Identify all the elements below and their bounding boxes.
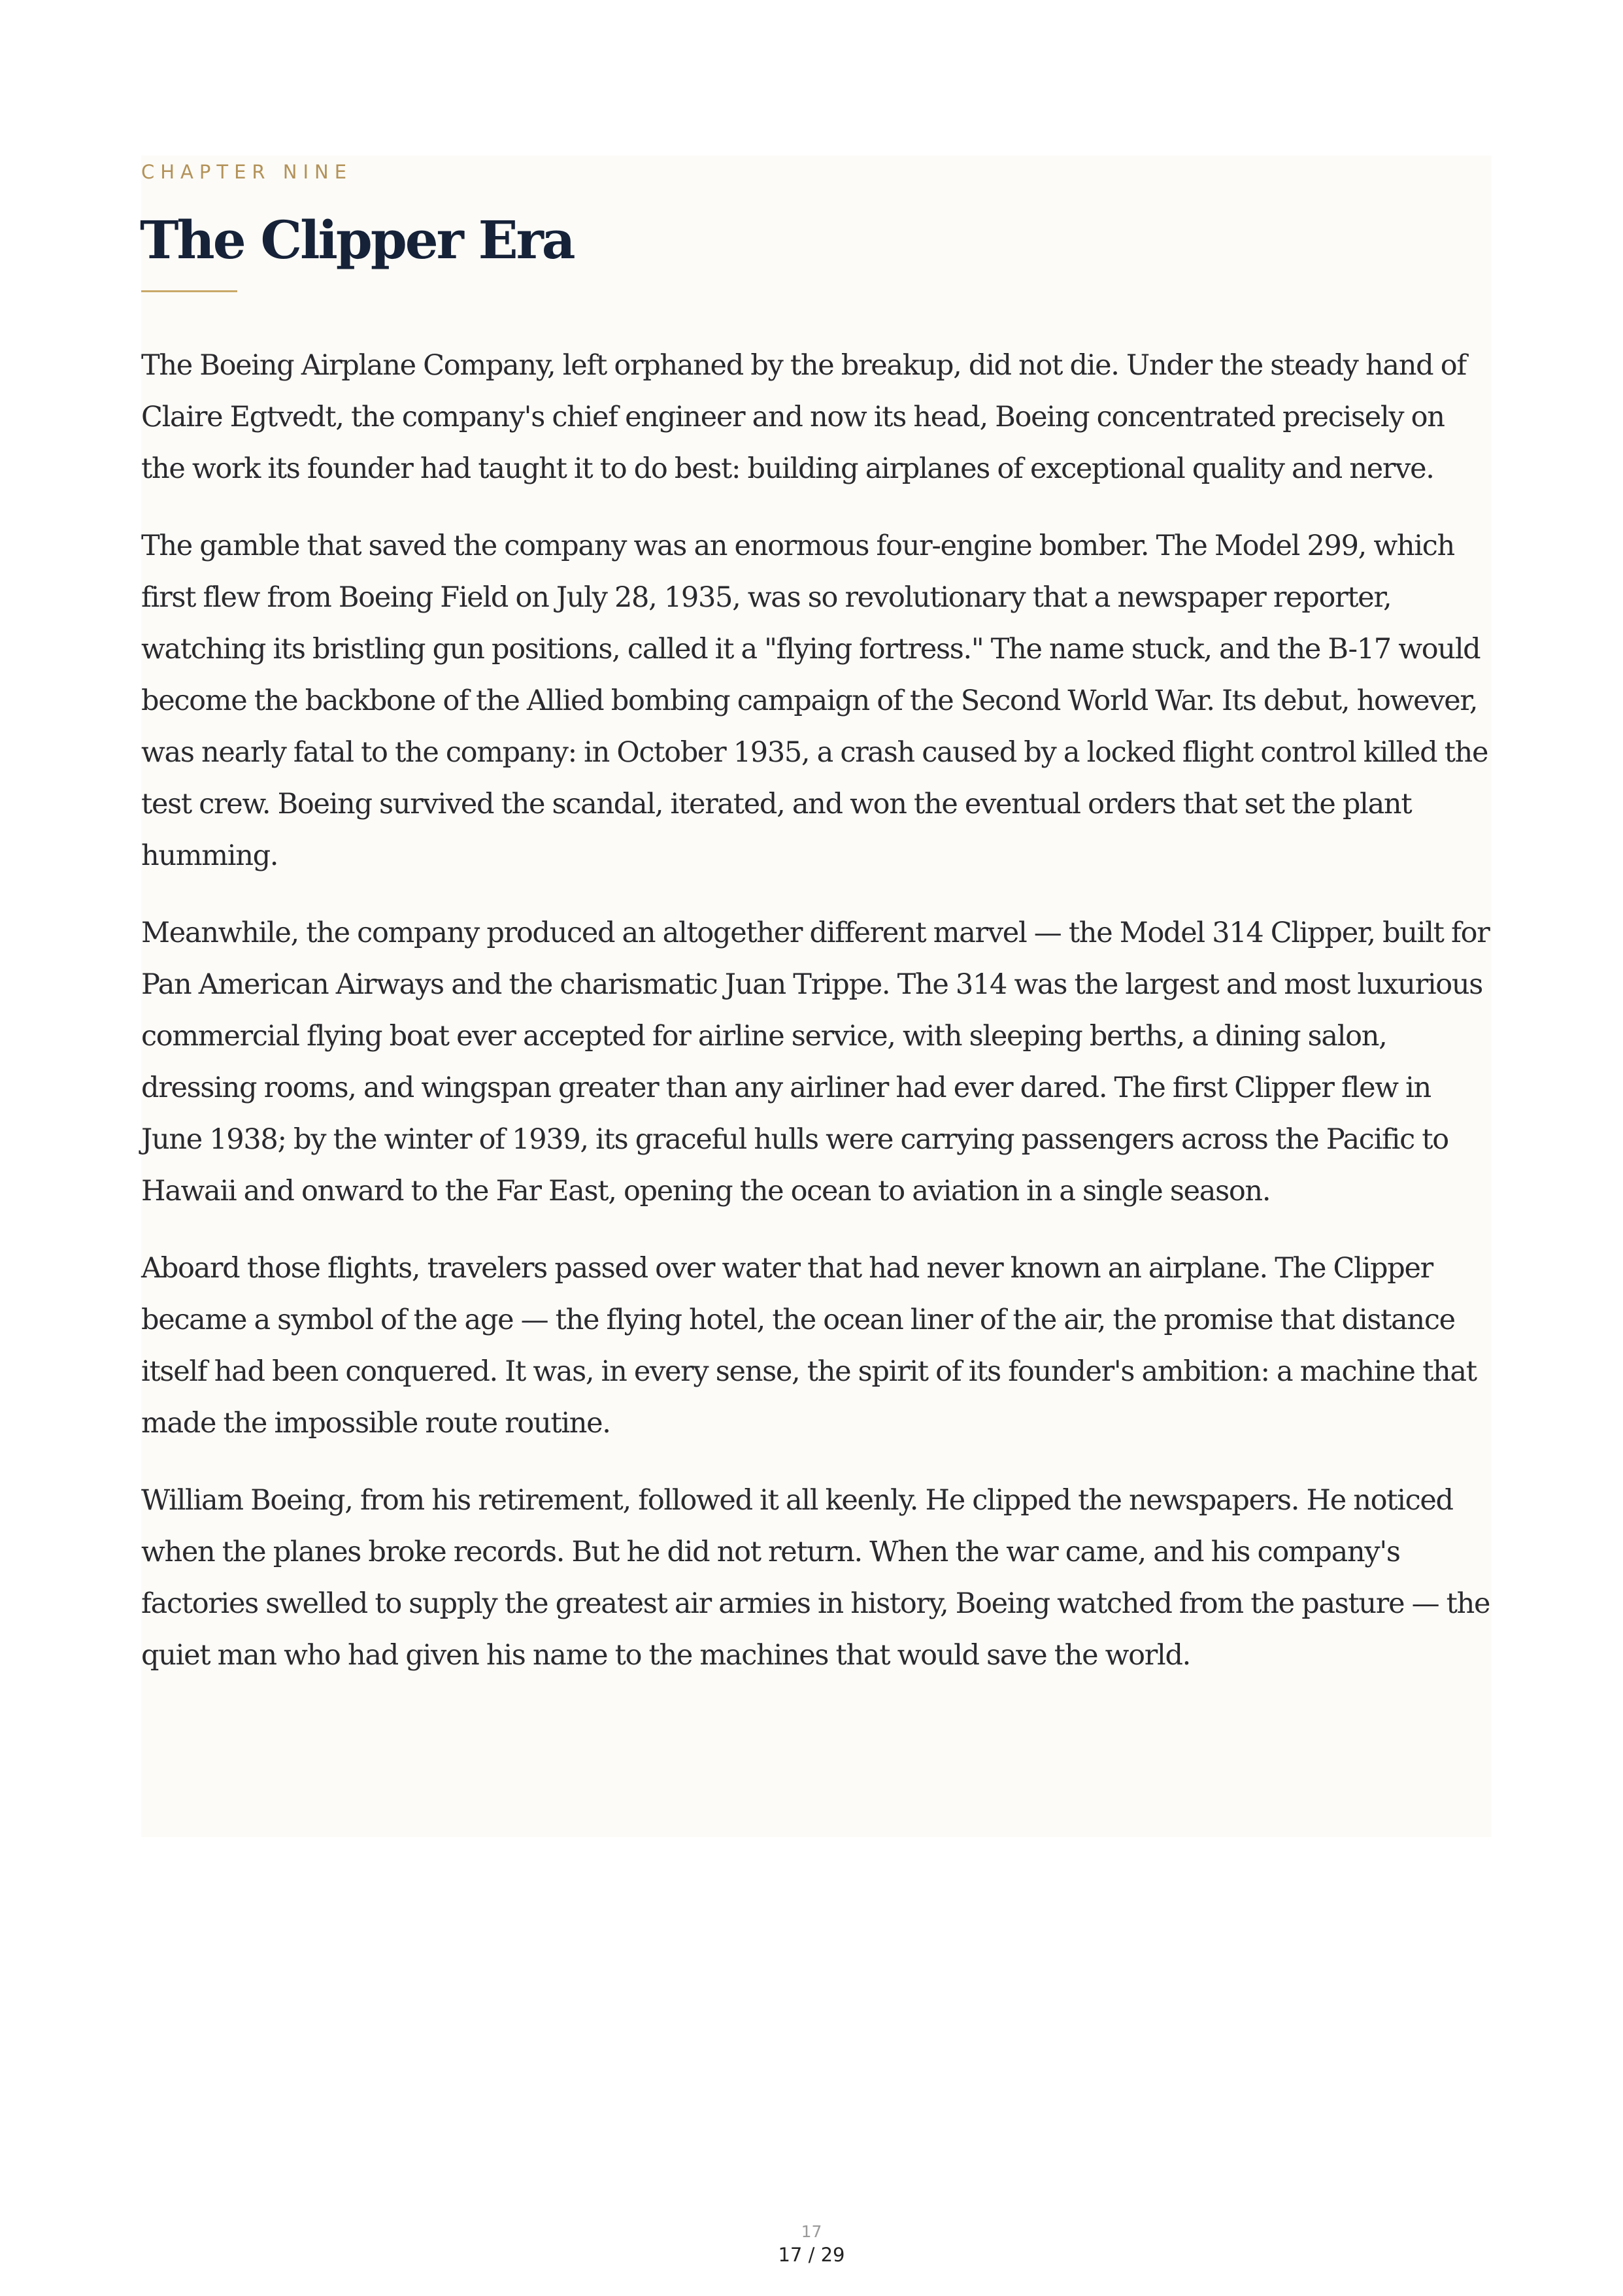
- title-divider: [141, 290, 237, 292]
- page-count-indicator: 17 / 29: [778, 2244, 845, 2266]
- chapter-title: The Clipper Era: [140, 209, 574, 271]
- page-number: 17: [801, 2222, 822, 2241]
- chapter-label: CHAPTER NINE: [141, 161, 353, 183]
- body-paragraph: William Boeing, from his retirement, followed it all keenly. He clipped the newspapers. He noticed when the planes broke records. But he did not return. When the war came, and his company's factories swelled to supply the greatest air armies in history, Boeing watched from the pasture — the quiet man who had given his name to the machines that would save the world.: [141, 1484, 1490, 1672]
- chapter-body: [141, 340, 1492, 1707]
- body-paragraph: Meanwhile, the company produced an altogether different marvel — the Model 314 Clipper, built for Pan American Airways and the charismatic Juan Trippe. The 314 was the largest and most luxurious commercial flying boat ever accepted for airline service, with sleeping berths, a dining salon, dressing rooms, and wingspan greater than any airliner had ever dared. The first Clipper flew in June 1938; by the winter of 1939, its graceful hulls were carrying passengers across the Pacific to Hawaii and onward to the Far East, opening the ocean to aviation in a single season.: [141, 917, 1490, 1207]
- body-paragraph: The Boeing Airplane Company, left orphaned by the breakup, did not die. Under the steady hand of Claire Egtvedt, the company's chief engineer and now its head, Boeing concentrated precisely on the work its founder had taught it to do best: building airplanes of exceptional quality and nerve.: [141, 349, 1466, 485]
- body-paragraph: The gamble that saved the company was an enormous four-engine bomber. The Model 299, which first flew from Boeing Field on July 28, 1935, was so revolutionary that a newspaper reporter, watching its bristling gun positions, called it a "flying fortress." The name stuck, and the B-17 would become the backbone of the Allied bombing campaign of the Second World War. Its debut, however, was nearly fatal to the company: in October 1935, a crash caused by a locked flight control killed the test crew. Boeing survived the scandal, iterated, and won the eventual orders that set the plant humming.: [141, 530, 1488, 872]
- body-paragraph: Aboard those flights, travelers passed over water that had never known an airplane. The Clipper became a symbol of the age — the flying hotel, the ocean liner of the air, the promise that distance itself had been conquered. It was, in every sense, the spirit of its founder's ambition: a machine that made the impossible route routine.: [141, 1252, 1477, 1440]
